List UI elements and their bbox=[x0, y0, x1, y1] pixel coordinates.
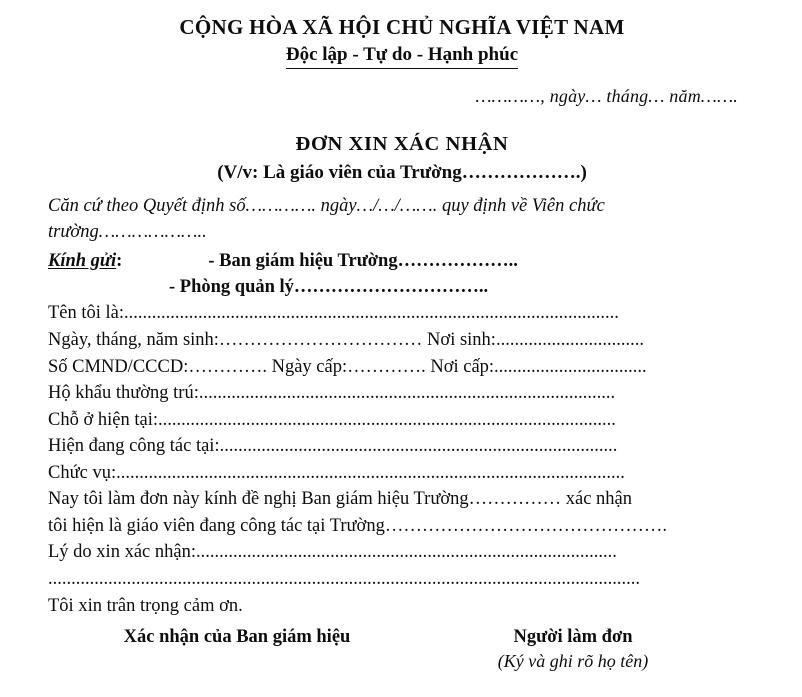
recipients-label: Kính gửi bbox=[48, 250, 117, 271]
date-placeholder-line: …………, ngày… tháng… năm……. bbox=[475, 86, 738, 106]
field-reason-line-1: Lý do xin xác nhận:........................................................................................... bbox=[48, 542, 617, 563]
field-current-address: Chỗ ở hiện tại:................................................................................................... bbox=[48, 409, 616, 430]
signature-right-block bbox=[426, 627, 756, 672]
closing-thanks: Tôi xin trân trọng cảm ơn. bbox=[48, 596, 243, 617]
document-title: ĐƠN XIN XÁC NHẬN bbox=[295, 133, 509, 155]
signature-right-title: Người làm đơn bbox=[513, 627, 633, 647]
document-subtitle: (V/v: Là giáo viên của Trường……………….) bbox=[217, 162, 587, 183]
legal-basis-line-2: trường……………….. bbox=[48, 222, 207, 243]
signature-row bbox=[48, 627, 756, 672]
motto-container bbox=[48, 43, 756, 69]
request-line-1: Nay tôi làm đơn này kính đề nghị Ban giám hiệu Trường…………… xác nhận bbox=[48, 489, 633, 510]
recipient-row-1 bbox=[48, 248, 756, 274]
field-position: Chức vụ:.............................................................................................................. bbox=[48, 462, 625, 483]
signature-right-note: (Ký và ghi rõ họ tên) bbox=[497, 651, 649, 671]
field-full-name: Tên tôi là:........................................................................................................... bbox=[48, 303, 619, 324]
field-reason-line-2: ................................................................................................................................ bbox=[48, 568, 640, 589]
recipient-row-2 bbox=[48, 274, 756, 300]
legal-basis-line-1: Căn cứ theo Quyết định số…………. ngày…/…/……. quy định về Viên chức bbox=[48, 196, 605, 216]
recipients-block bbox=[48, 248, 756, 301]
national-motto: Độc lập - Tự do - Hạnh phúc bbox=[286, 43, 518, 69]
field-date-and-place-of-birth: Ngày, tháng, năm sinh:…………………………… Nơi sinh:................................ bbox=[48, 329, 644, 350]
field-current-workplace: Hiện đang công tác tại:...................................................................................... bbox=[48, 436, 618, 457]
recipient-line-1: - Ban giám hiệu Trường……………….. bbox=[208, 250, 518, 271]
legal-basis-paragraph bbox=[48, 193, 756, 246]
national-title: CỘNG HÒA XÃ HỘI CHỦ NGHĨA VIỆT NAM bbox=[179, 15, 625, 39]
recipients-label-colon: : bbox=[116, 250, 123, 271]
request-line-2: tôi hiện là giáo viên đang công tác tại Trường………………………………………. bbox=[48, 515, 667, 536]
field-permanent-residence: Hộ khẩu thường trú:.......................................................................................... bbox=[48, 383, 616, 404]
signature-left-title: Xác nhận của Ban giám hiệu bbox=[123, 627, 351, 647]
recipient-line-2: - Phòng quản lý………………………….. bbox=[169, 276, 489, 297]
request-paragraph bbox=[48, 486, 756, 539]
field-id-number: Số CMND/CCCD:…………. Ngày cấp:…………. Nơi cấp:................................. bbox=[48, 356, 647, 377]
